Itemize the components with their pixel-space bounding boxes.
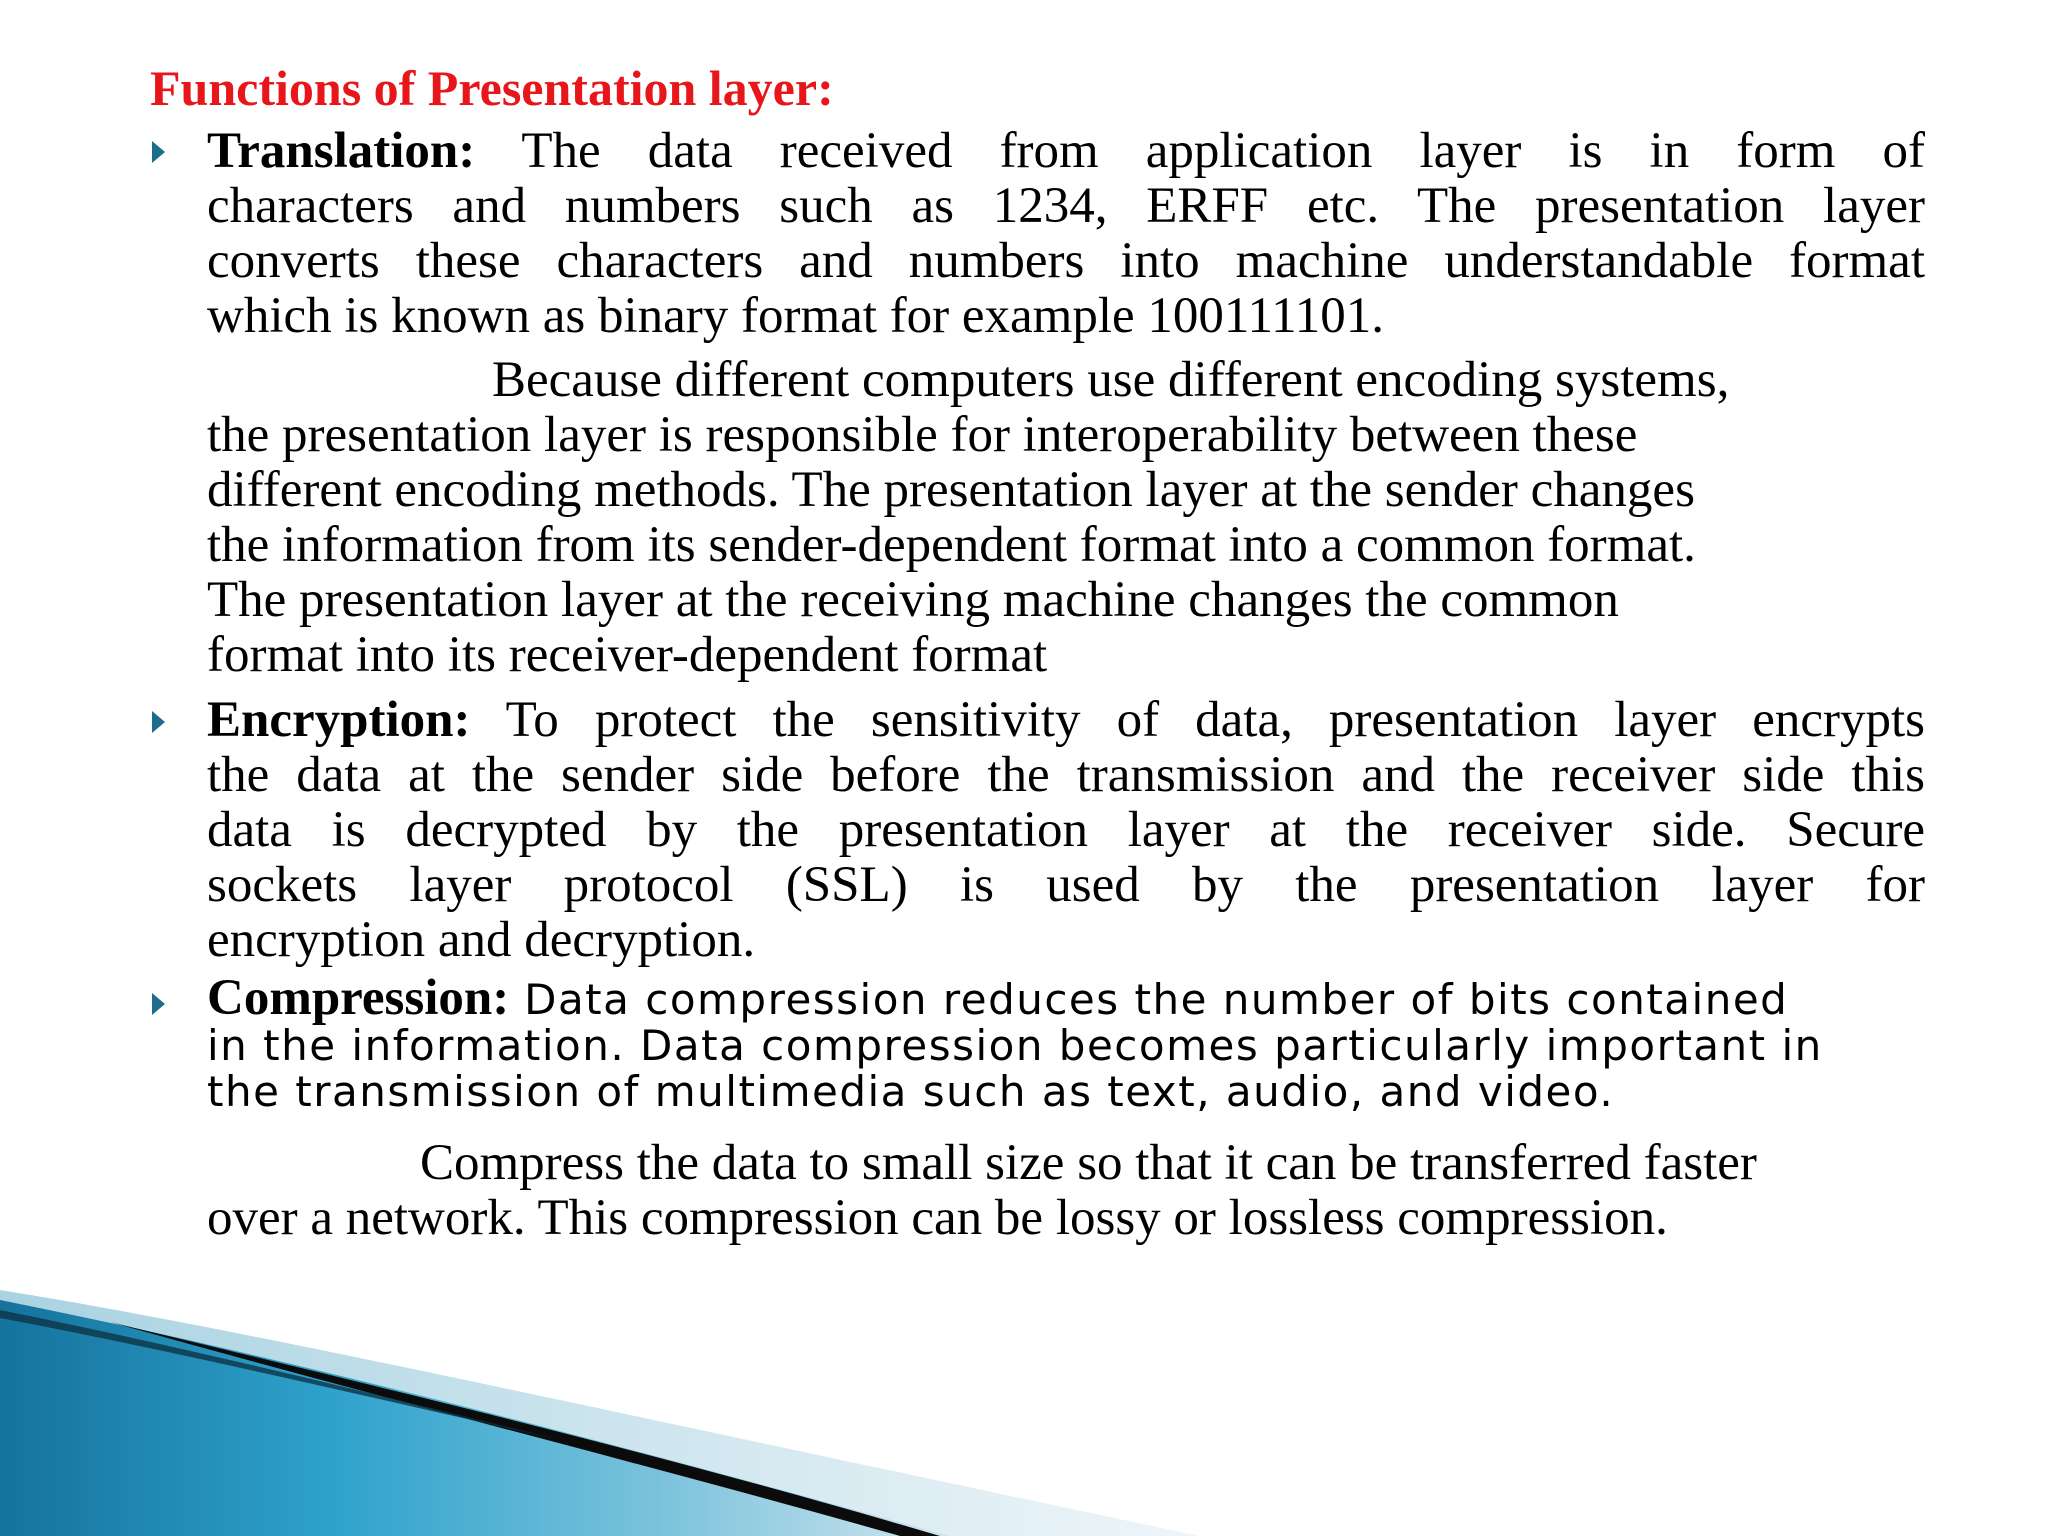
compression-line-2: in the information. Data compression becomes particularly important in <box>207 1021 1823 1070</box>
compression-p2-line-2: over a network. This compression can be lossy or lossless compression. <box>207 1190 1668 1246</box>
compression-term: Compression: <box>207 970 510 1026</box>
encryption-line-3: data is decrypted by the presentation layer at the receiver side. Secure <box>207 802 1925 858</box>
translation-p2-line-4: the information from its sender-dependent format into a common format. <box>207 517 1696 573</box>
translation-line-2: characters and numbers such as 1234, ERFF etc. The presentation layer <box>207 178 1925 234</box>
translation-term: Translation: <box>207 123 476 179</box>
encryption-line-4: sockets layer protocol (SSL) is used by the presentation layer for <box>207 857 1925 913</box>
translation-line-4: which is known as binary format for example 100111101. <box>207 288 1384 344</box>
translation-p2-line-1: Because different computers use different encoding systems, <box>492 352 1730 408</box>
compression-line-3: the transmission of multimedia such as text, audio, and video. <box>207 1067 1615 1116</box>
translation-p2-line-2: the presentation layer is responsible for interoperability between these <box>207 407 1638 463</box>
translation-p2-line-3: different encoding methods. The presentation layer at the sender changes <box>207 462 1695 518</box>
compression-p2-line-1: Compress the data to small size so that it can be transferred faster <box>420 1135 1757 1191</box>
translation-line-3: converts these characters and numbers into machine understandable format <box>207 233 1925 289</box>
encryption-line-5: encryption and decryption. <box>207 912 756 968</box>
encryption-line-1: Encryption: To protect the sensitivity of data, presentation layer encrypts <box>207 692 1925 748</box>
encryption-term: Encryption: <box>207 692 471 748</box>
translation-p2-line-5: The presentation layer at the receiving machine changes the common <box>207 572 1619 628</box>
compression-line-1: Compression: Data compression reduces the number of bits contained <box>207 970 1789 1026</box>
encryption-line-2: the data at the sender side before the transmission and the receiver side this <box>207 747 1925 803</box>
translation-line-1: Translation: The data received from application layer is in form of <box>207 123 1925 179</box>
translation-p2-line-6: format into its receiver-dependent format <box>207 627 1048 683</box>
slide-title: Functions of Presentation layer: <box>150 60 834 116</box>
